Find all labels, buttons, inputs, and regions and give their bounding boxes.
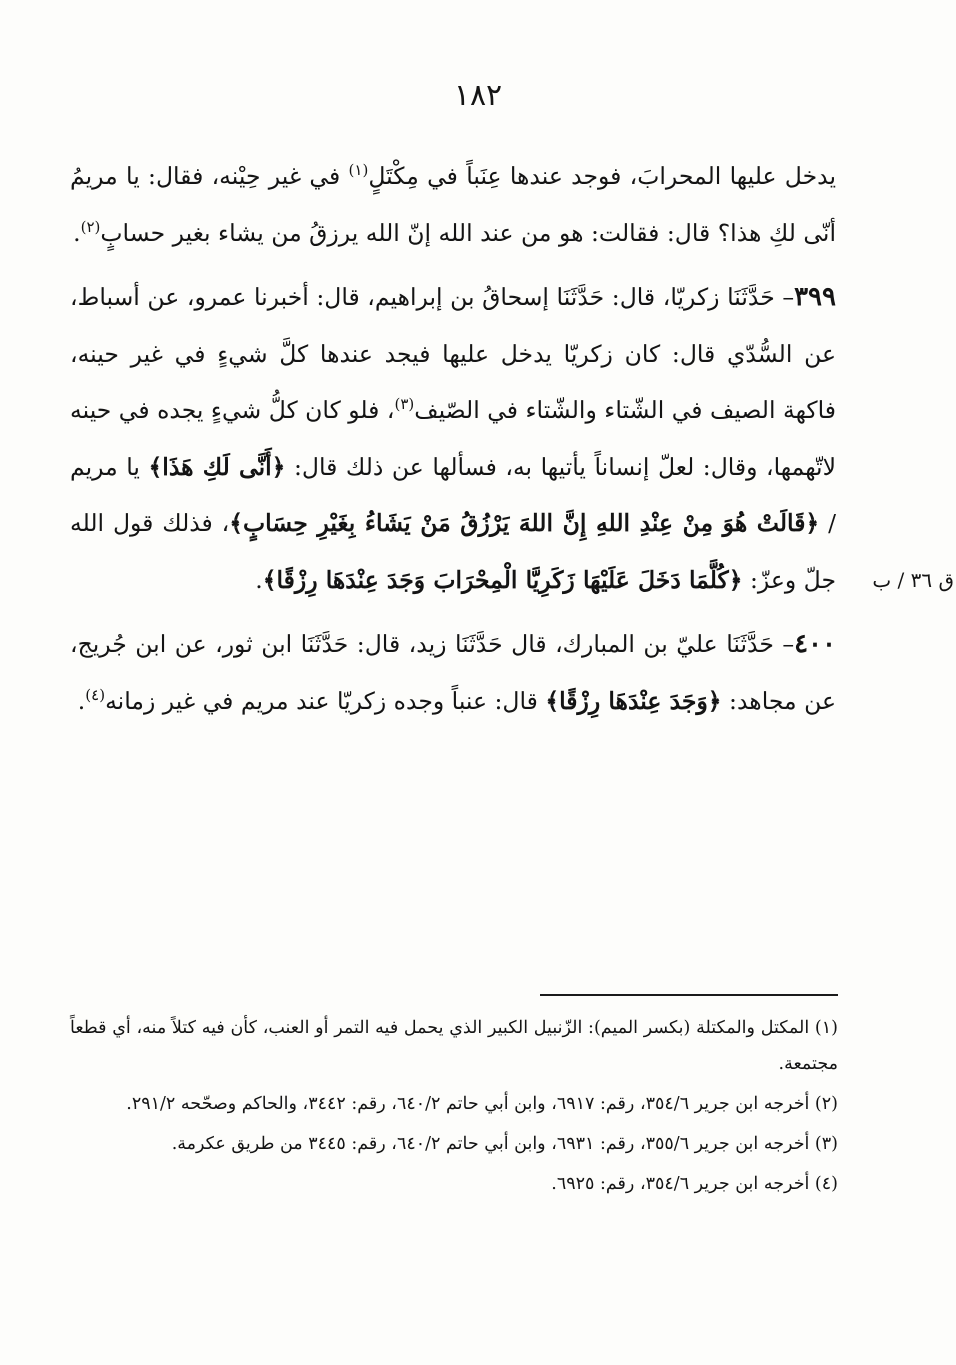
text: – حَدَّثَنَا زكريّا، قال: حَدَّثَنَا إسحاقُ بن إبراهيم، قال: أخبرنا عمرو، عن أسباط، عن السُّدّي قال: كان زكريّا يدخل عليها فيجد عندها كلَّ شيءٍ في غير حينه، فاكهة الصيف في الشّتاء والشّتاء في الصّيف [70, 283, 836, 424]
text: ، فذلك قول الله جلّ وعزّ: [70, 509, 836, 594]
footnote-ref-2: (٢) [80, 217, 101, 236]
footnotes [70, 1010, 840, 1206]
text: . [255, 565, 263, 594]
quran-quote: ﴿قَالَتْ هُوَ مِنْ عِنْدِ اللهِ إِنَّ اللهَ يَرْزُقُ مَنْ يَشَاءُ بِغَيْرِ حِسَابٍ﴾ [229, 509, 820, 537]
footnote-1: (١) المكتل والمكتلة (بكسر الميم): الزّنبيل الكبير الذي يحمل فيه التمر أو العنب، كأن فيه كتلاً منه، أي قطعاً مجتمعة. [70, 1018, 838, 1074]
text: – حَدَّثَنَا عليّ بن المبارك، قال حَدَّثَنَا زيد، قال: حَدَّثَنَا ابن ثور، عن ابن جُريج، عن مجاهد: [70, 630, 836, 715]
text: في غير حِيْنه، فقال: يا مريمُ أنّى لكِ هذا؟ قال: فقالت: هو من عند الله إنّ الله يرزقُ من يشاء بغير حسابٍ [70, 162, 836, 247]
footnote-ref-1: (١) [348, 161, 369, 180]
footnote-4: (٤) أخرجه ابن جرير ٣٥٤/٦، رقم: ٦٩٢٥. [551, 1174, 838, 1194]
footnote-ref-4: (٤) [85, 685, 106, 704]
body-text [70, 148, 836, 737]
paragraph-399 [70, 269, 836, 608]
footnote-3: (٣) أخرجه ابن جرير ٣٥٥/٦، رقم: ٦٩٣١، وابن أبي حاتم ٦٤٠/٢، رقم: ٣٤٤٥ من طريق عكرمة. [171, 1134, 838, 1154]
paragraph-400 [70, 616, 836, 729]
text: يا مريم / [70, 452, 836, 537]
text: . [73, 218, 81, 247]
hadith-number: ٤٠٠ [794, 629, 836, 659]
text: قال: عنباً وجده زكريّا عند مريم في غير زمانه [105, 686, 546, 715]
footnote-2: (٢) أخرجه ابن جرير ٣٥٤/٦، رقم: ٦٩١٧، وابن أبي حاتم ٦٤٠/٢، رقم: ٣٤٤٢، والحاكم وصحّحه ٢٩١/٢. [126, 1094, 838, 1114]
manuscript-folio-note: ق ٣٦ / ب [872, 568, 954, 592]
quran-quote: ﴿كُلَّمَا دَخَلَ عَلَيْهَا زَكَرِيَّا الْمِحْرَابَ وَجَدَ عِنْدَهَا رِزْقًا﴾ [262, 565, 743, 594]
quran-quote: ﴿أَنَّى لَكِ هَذَا﴾ [148, 452, 286, 481]
hadith-number: ٣٩٩ [794, 282, 836, 312]
quran-quote: ﴿وَجَدَ عِنْدَهَا رِزْقًا﴾ [545, 686, 722, 715]
footnote-divider [540, 994, 838, 996]
footnote-ref-3: (٣) [394, 395, 415, 414]
text: ، فلو كان كلُّ شيءٍ يجده في حينه لاتّهمها، وقال: لعلّ إنساناً يأتيها به، فسألها عن ذلك قال: [70, 396, 836, 481]
page-number: ١٨٢ [453, 78, 503, 113]
text: . [77, 686, 86, 715]
text: يدخل عليها المحرابَ، فوجد عندها عِنَباً في مِكْتَلٍ [368, 162, 836, 190]
paragraph-1 [70, 148, 836, 261]
